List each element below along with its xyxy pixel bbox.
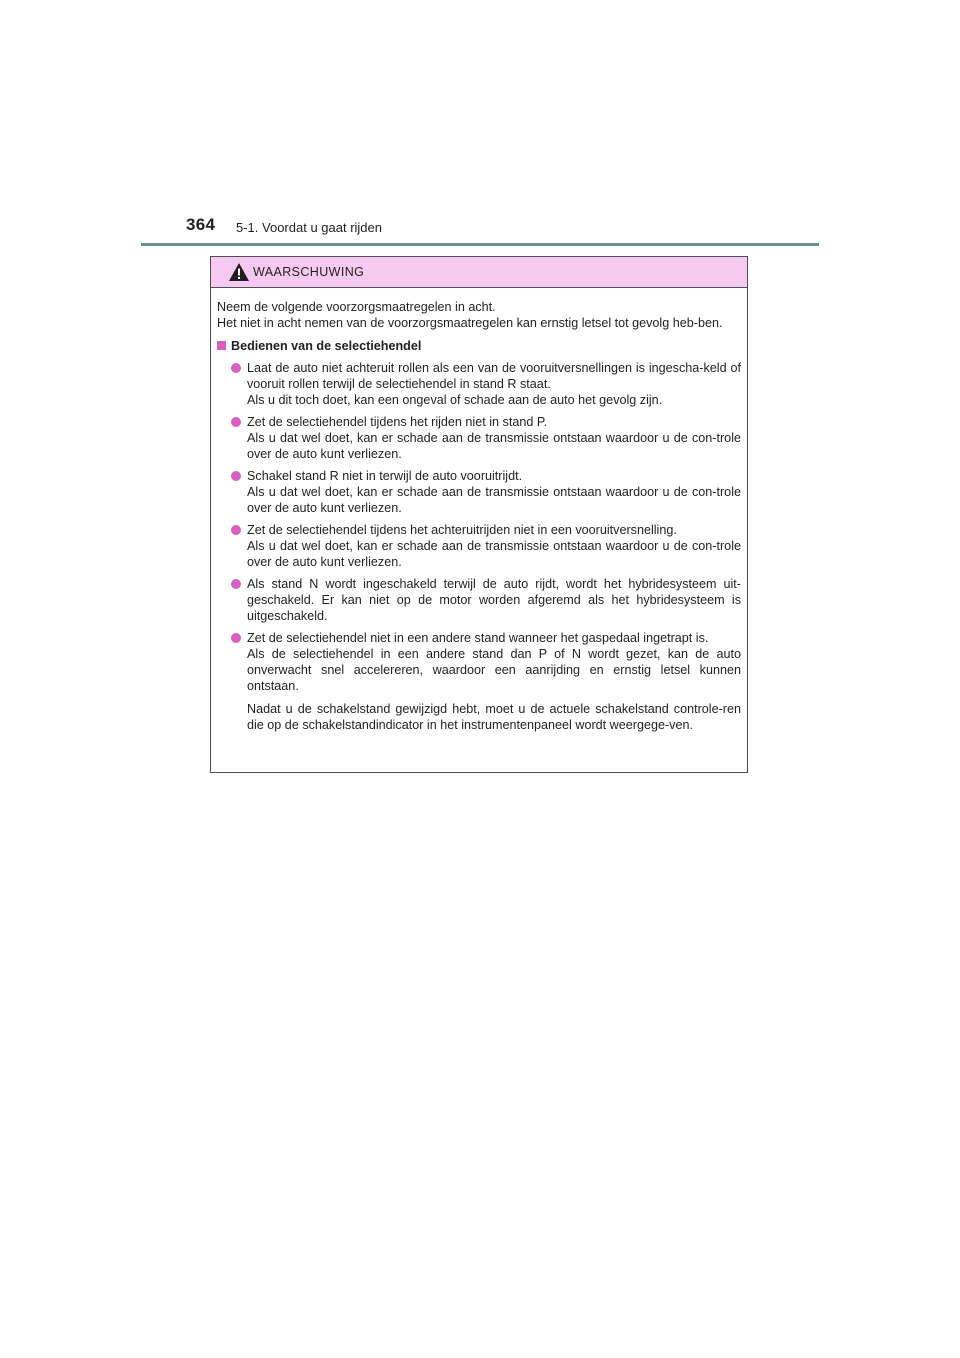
list-item-text: Zet de selectiehendel niet in een andere stand wanneer het gaspedaal ingetrapt is. [247,631,709,645]
subheading-text: Bedienen van de selectiehendel [231,339,422,353]
list-item [217,414,741,462]
list-item-text: Laat de auto niet achteruit rollen als een van de vooruitversnellingen is ingescha-keld of vooruit rollen terwijl de selectiehendel in stand R staat. [247,361,741,391]
warning-box [210,256,748,773]
bullet-dot-icon [231,363,241,373]
subheading [217,338,741,354]
list-item [217,576,741,624]
section-title: 5-1. Voordat u gaat rijden [236,220,382,235]
bullet-dot-icon [231,471,241,481]
warning-note: Nadat u de schakelstand gewijzigd hebt, moet u de actuele schakelstand controle-ren die op de schakelstandindicator in het instrumentenpaneel wordt weergege-ven. [247,702,741,732]
list-item-consequence: Als u dat wel doet, kan er schade aan de transmissie ontstaan waardoor u de con-trole over de auto kunt verliezen. [247,485,741,515]
list-item-text: Zet de selectiehendel tijdens het achteruitrijden niet in een vooruitversnelling. [247,523,677,537]
intro-line-2: Het niet in acht nemen van de voorzorgsmaatregelen kan ernstig letsel tot gevolg heb-ben. [217,316,723,330]
bullet-dot-icon [231,525,241,535]
warning-triangle-icon [228,262,250,282]
list-item [217,630,741,694]
warning-header [211,257,747,288]
bullet-dot-icon [231,579,241,589]
list-item-text: Als stand N wordt ingeschakeld terwijl de auto rijdt, wordt het hybridesysteem uit-geschakeld. Er kan niet op de motor worden afgeremd als het hybridesysteem is uitgeschakeld. [247,577,741,623]
warning-title: WAARSCHUWING [253,265,365,279]
page-number: 364 [186,215,216,234]
warning-body [211,288,747,733]
list-item-consequence: Als u dat wel doet, kan er schade aan de transmissie ontstaan waardoor u de con-trole over de auto kunt verliezen. [247,431,741,461]
list-item-text: Schakel stand R niet in terwijl de auto vooruitrijdt. [247,469,523,483]
list-item [217,468,741,516]
header-rule [141,243,819,246]
intro-line-1: Neem de volgende voorzorgsmaatregelen in acht. [217,300,496,314]
list-item-consequence: Als u dat wel doet, kan er schade aan de transmissie ontstaan waardoor u de con-trole over de auto kunt verliezen. [247,539,741,569]
bullet-dot-icon [231,417,241,427]
list-item-consequence: Als de selectiehendel in een andere stand dan P of N wordt gezet, kan de auto onverwacht snel accelereren, waardoor een aanrijding en ernstig letsel kunnen ontstaan. [247,647,741,693]
warning-intro [217,299,741,331]
list-item-text: Zet de selectiehendel tijdens het rijden niet in stand P. [247,415,548,429]
list-item [217,522,741,570]
list-item-consequence: Als u dit toch doet, kan een ongeval of schade aan de auto het gevolg zijn. [247,393,663,407]
list-item [217,360,741,408]
square-bullet-icon [217,341,226,350]
bullet-dot-icon [231,633,241,643]
